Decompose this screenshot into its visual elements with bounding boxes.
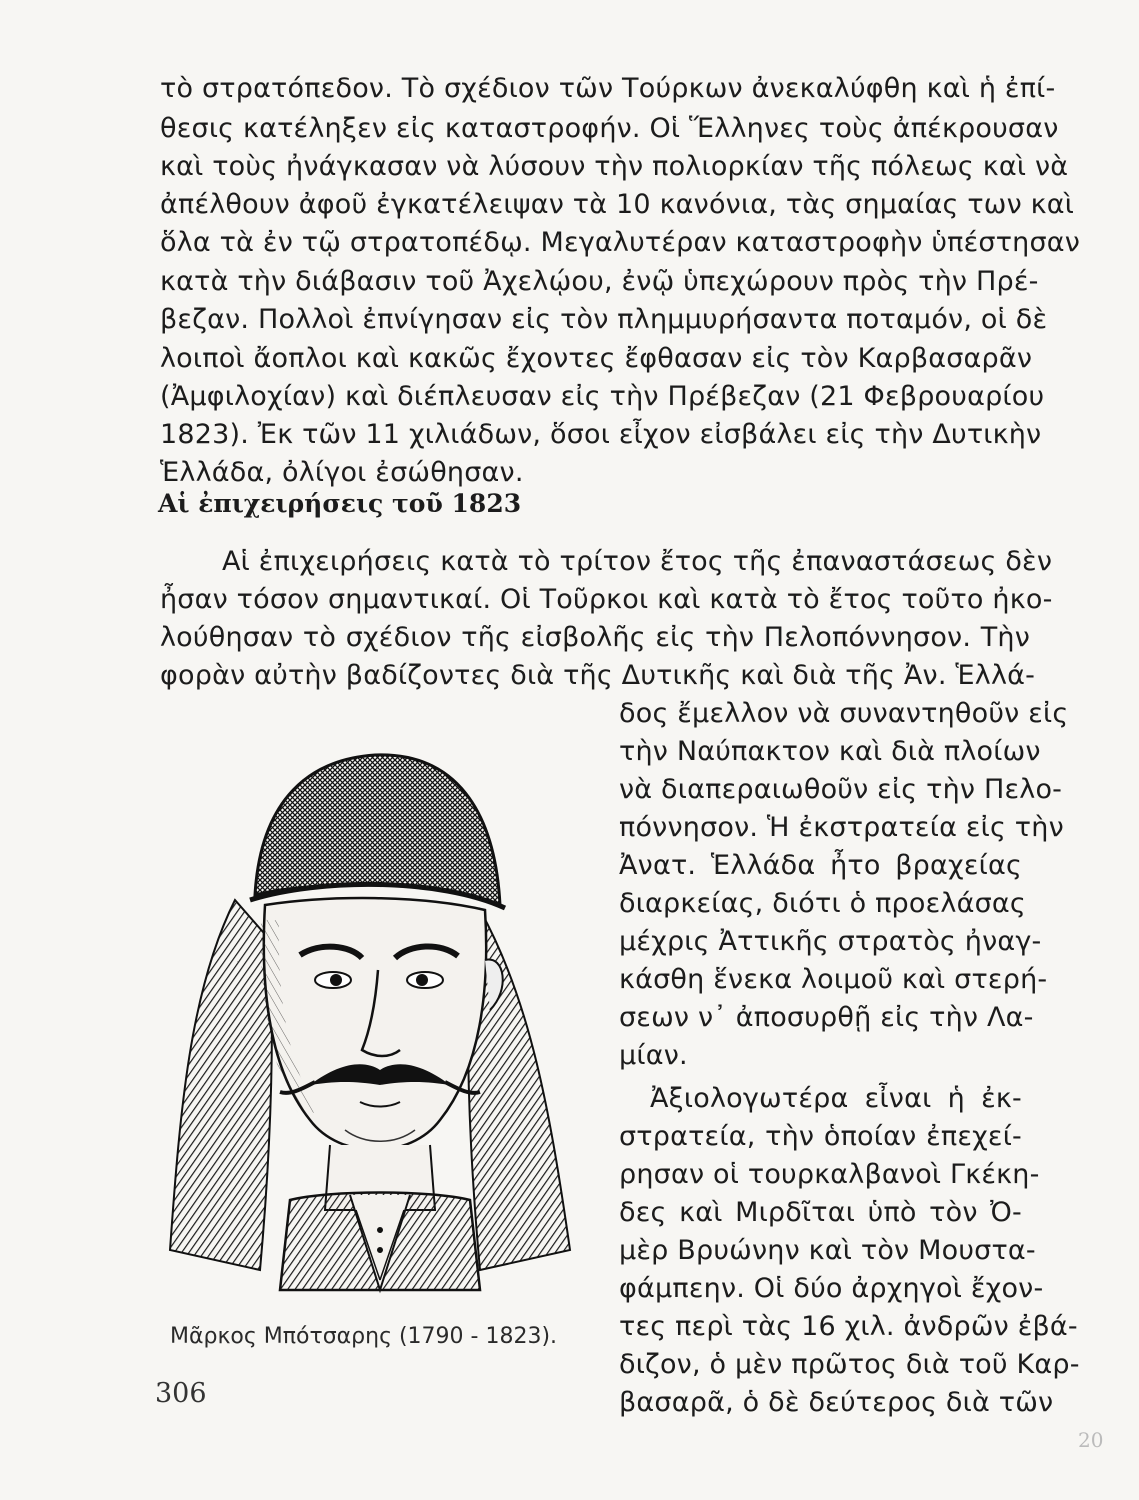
text-line: Ἑλλάδα, ὀλίγοι ἐσώθησαν. [160,457,524,488]
text-line: δες καὶ Μιρδῖται ὑπὸ τὸν Ὀ- [619,1197,1022,1228]
text-line: καὶ τοὺς ἠνάγκασαν νὰ λύσουν τὴν πολιορκίαν τῆς πόλεως καὶ νὰ [160,151,1069,182]
text-line: (Ἀμφιλοχίαν) καὶ διέπλευσαν εἰς τὴν Πρέβεζαν (21 Φεβρουαρίου [160,381,1045,412]
text-line: κάσθη ἕνεκα λοιμοῦ καὶ στερή- [619,964,1048,995]
text-line: ἦσαν τόσον σημαντικαί. Οἱ Τοῦρκοι καὶ κατὰ τὸ ἔτος τοῦτο ἠκο- [160,584,1053,615]
text-line: πόννησον. Ἡ ἐκστρατεία εἰς τὴν [619,812,1064,843]
text-line: δος ἔμελλον νὰ συναντηθοῦν εἰς [619,698,1069,729]
text-line: διζον, ὁ μὲν πρῶτος διὰ τοῦ Καρ- [619,1349,1080,1380]
text-line: μὲρ Βρυώνην καὶ τὸν Μουστα- [619,1235,1036,1266]
text-line: Ἀξιολογωτέρα εἶναι ἡ ἐκ- [650,1083,1022,1114]
text-line: Ἀνατ. Ἑλλάδα ἦτο βραχείας [619,850,1022,881]
text-line: ἀπέλθουν ἀφοῦ ἐγκατέλειψαν τὰ 10 κανόνια, τὰς σημαίας των καὶ [160,189,1075,220]
text-line: μέχρις Ἀττικῆς στρατὸς ἠναγ- [619,926,1042,957]
text-line: ὅλα τὰ ἐν τῷ στρατοπέδῳ. Μεγαλυτέραν καταστροφὴν ὑπέστησαν [160,227,1081,258]
text-line: φορὰν αὐτὴν βαδίζοντες διὰ τῆς Δυτικῆς καὶ διὰ τῆς Ἀν. Ἑλλά- [160,660,1036,691]
text-line: μίαν. [619,1040,688,1071]
text-line: θεσις κατέληξεν εἰς καταστροφήν. Οἱ Ἕλληνες τοὺς ἀπέκρουσαν [160,113,1059,144]
text-line: σεων ν᾽ ἀποσυρθῇ εἰς τὴν Λα- [619,1002,1034,1033]
text-line: κατὰ τὴν διάβασιν τοῦ Ἀχελῴου, ἐνῷ ὑπεχώρουν πρὸς τὴν Πρέ- [160,266,1039,297]
text-line: ρησαν οἱ τουρκαλβανοὶ Γκέκη- [619,1159,1040,1190]
portrait-illustration [150,690,620,1310]
text-line: τὸ στρατόπεδον. Τὸ σχέδιον τῶν Τούρκων ἀνεκαλύφθη καὶ ἡ ἐπί- [160,73,1056,104]
text-line: 1823). Ἐκ τῶν 11 χιλιάδων, ὅσοι εἶχον εἰσβάλει εἰς τὴν Δυτικὴν [160,419,1042,450]
text-line: Αἱ ἐπιχειρήσεις κατὰ τὸ τρίτον ἔτος τῆς ἐπαναστάσεως δὲν [222,546,1053,577]
text-line: βασαρᾶ, ὁ δὲ δεύτερος διὰ τῶν [619,1387,1054,1418]
text-line: στρατεία, τὴν ὁποίαν ἐπεχεί- [619,1121,1022,1152]
page-number: 306 [155,1378,207,1409]
portrait-caption: Μᾶρκος Μπότσαρης (1790 - 1823). [170,1324,558,1349]
corner-mark: 20 [1078,1428,1104,1452]
text-line: διαρκείας, διότι ὁ προελάσας [619,888,1026,919]
text-line: φάμπεην. Οἱ δύο ἀρχηγοὶ ἔχον- [619,1273,1044,1304]
section-heading: Αἱ ἐπιχειρήσεις τοῦ 1823 [158,489,522,518]
text-line: βεζαν. Πολλοὶ ἐπνίγησαν εἰς τὸν πλημμυρήσαντα ποταμόν, οἱ δὲ [160,304,1048,335]
text-line: τὴν Ναύπακτον καὶ διὰ πλοίων [619,736,1041,767]
text-line: τες περὶ τὰς 16 χιλ. ἀνδρῶν ἐβά- [619,1311,1078,1342]
text-line: νὰ διαπεραιωθοῦν εἰς τὴν Πελο- [619,774,1063,805]
text-line: λούθησαν τὸ σχέδιον τῆς εἰσβολῆς εἰς τὴν Πελοπόννησον. Τὴν [160,622,1030,653]
text-line: λοιποὶ ἄοπλοι καὶ κακῶς ἔχοντες ἔφθασαν εἰς τὸν Καρβασαρᾶν [160,343,1033,374]
